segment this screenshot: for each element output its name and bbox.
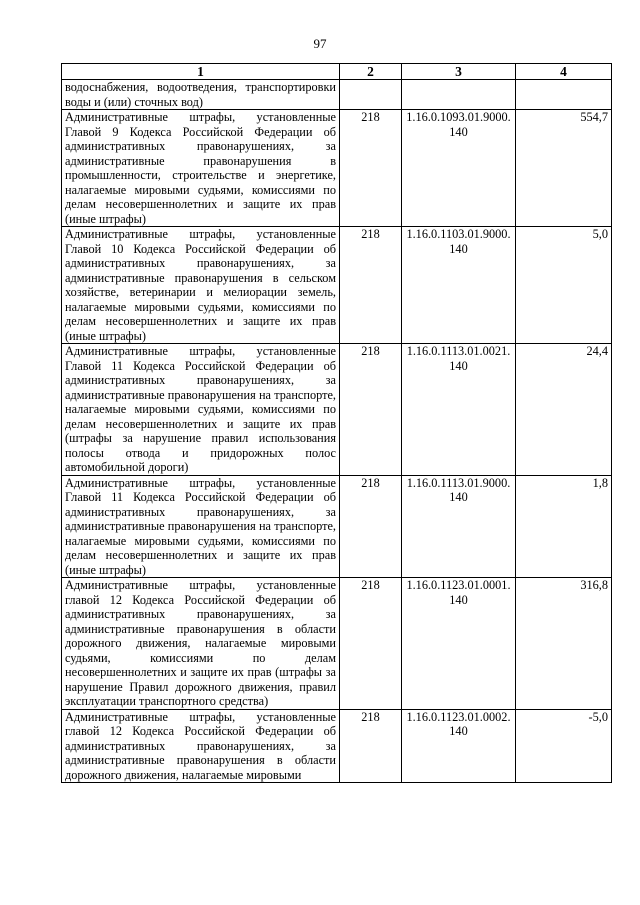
row-kbk: 1.16.0.1123.01.0001. 140 <box>402 578 516 710</box>
row-code: 218 <box>340 227 402 344</box>
table-row <box>62 578 612 710</box>
row-amount: 316,8 <box>516 578 612 710</box>
header-row <box>62 64 612 80</box>
row-amount: -5,0 <box>516 709 612 783</box>
header-col-1: 1 <box>62 64 340 80</box>
row-amount: 5,0 <box>516 227 612 344</box>
table-row <box>62 80 612 110</box>
row-code: 218 <box>340 578 402 710</box>
row-amount: 554,7 <box>516 110 612 227</box>
row-kbk <box>402 80 516 110</box>
row-description: Административные штрафы, установленные Главой 11 Кодекса Российской Федерации об административных правонарушениях, за административные правонарушения на транспорте, налагаемые мировыми судьями, комиссиями по делам несовершеннолетних и защите их прав (штрафы за нарушение правил использования полосы отвода и придорожных полос автомобильной дороги) <box>62 344 340 476</box>
header-col-4: 4 <box>516 64 612 80</box>
header-col-2: 2 <box>340 64 402 80</box>
row-kbk: 1.16.0.1103.01.9000. 140 <box>402 227 516 344</box>
table-row <box>62 709 612 783</box>
header-col-3: 3 <box>402 64 516 80</box>
table-row <box>62 110 612 227</box>
page-number: 97 <box>313 36 327 51</box>
row-description: Административные штрафы, установленные Главой 11 Кодекса Российской Федерации об административных правонарушениях, за административные правонарушения на транспорте, налагаемые мировыми судьями, комиссиями по делам несовершеннолетних и защите их прав (иные штрафы) <box>62 475 340 578</box>
revenue-table <box>61 63 612 783</box>
table-row <box>62 475 612 578</box>
row-amount <box>516 80 612 110</box>
row-description: Административные штрафы, установленные главой 12 Кодекса Российской Федерации об административных правонарушениях, за административные правонарушения в области дорожного движения, налагаемые мировыми судьями, комиссиями по делам несовершеннолетних и защите их прав (штрафы за нарушение Правил дорожного движения, правил эксплуатации транспортного средства) <box>62 578 340 710</box>
row-description: водоснабжения, водоотведения, транспортировки воды и (или) сточных вод) <box>62 80 340 110</box>
row-kbk: 1.16.0.1113.01.9000. 140 <box>402 475 516 578</box>
row-code: 218 <box>340 110 402 227</box>
row-amount: 24,4 <box>516 344 612 476</box>
table-row <box>62 344 612 476</box>
row-amount: 1,8 <box>516 475 612 578</box>
row-code: 218 <box>340 475 402 578</box>
row-code: 218 <box>340 344 402 476</box>
row-description: Административные штрафы, установленные Главой 9 Кодекса Российской Федерации об административных правонарушениях, за административные правонарушения в промышленности, строительстве и энергетике, налагаемые мировыми судьями, комиссиями по делам несовершеннолетних и защите их прав (иные штрафы) <box>62 110 340 227</box>
row-kbk: 1.16.0.1113.01.0021. 140 <box>402 344 516 476</box>
table-row <box>62 227 612 344</box>
row-kbk: 1.16.0.1123.01.0002. 140 <box>402 709 516 783</box>
row-kbk: 1.16.0.1093.01.9000. 140 <box>402 110 516 227</box>
row-code: 218 <box>340 709 402 783</box>
row-code <box>340 80 402 110</box>
row-description: Административные штрафы, установленные Главой 10 Кодекса Российской Федерации об административных правонарушениях, за административные правонарушения в сельском хозяйстве, ветеринарии и мелиорации земель, налагаемые мировыми судьями, комиссиями по делам несовершеннолетних и защите их прав (иные штрафы) <box>62 227 340 344</box>
row-description: Административные штрафы, установленные главой 12 Кодекса Российской Федерации об административных правонарушениях, за административные правонарушения в области дорожного движения, налагаемые мировыми <box>62 709 340 783</box>
